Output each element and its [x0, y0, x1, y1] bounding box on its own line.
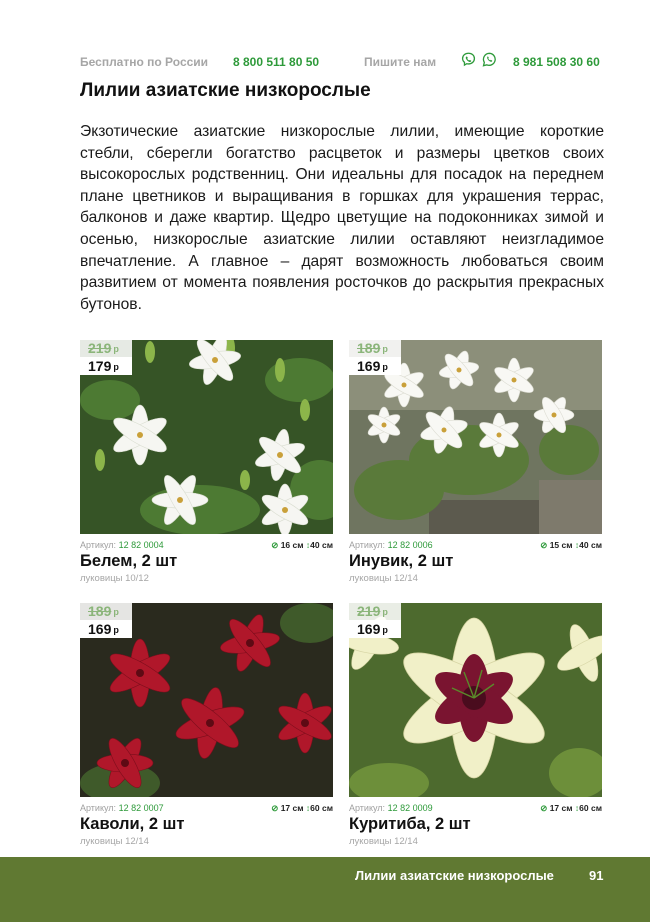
- article-label: Артикул:: [349, 540, 386, 550]
- article-label: Артикул:: [80, 540, 117, 550]
- intro-paragraph: Экзотические азиатские низкорослые лилии, имеющие короткие стебли, сберегли богатство расцветок и размеры цветков своих высокорослых родственниц. Они идеальны для посадок на переднем плане цветников и выращивания в горшках для украшения террас, балконов и даже квартир. Щедро цветущие на подоконниках зимой и осенью, низкорослые азиатские лилии оставляют неизгладимое впечатление. А главное – дарят возможность любоваться своим развитием от момента появления росточков до раскрытия прекрасных бутонов.: [80, 123, 604, 313]
- bulb-size: луковицы 10/12: [80, 573, 149, 584]
- diameter-icon: ⊘: [540, 540, 548, 550]
- product-photo: [80, 603, 333, 797]
- product-name[interactable]: Инувик, 2 шт: [349, 552, 454, 570]
- product-card[interactable]: [80, 603, 333, 847]
- article-number: 12 82 0004: [118, 540, 164, 550]
- page-number: 91: [589, 868, 604, 883]
- old-price: 189 р: [80, 603, 132, 620]
- new-price: 169 р: [349, 620, 401, 638]
- product-card[interactable]: [80, 340, 333, 584]
- product-dimensions: ⊘ 16 см ↕40 см: [271, 540, 333, 550]
- article-label: Артикул:: [80, 803, 117, 813]
- height-icon: ↕: [574, 540, 580, 550]
- product-meta: [80, 540, 333, 552]
- product-photo: [349, 340, 602, 534]
- write-phone-number[interactable]: 8 981 508 30 60: [513, 55, 600, 69]
- product-dimensions: ⊘ 17 см ↕60 см: [540, 803, 602, 813]
- old-price: 219 р: [349, 603, 401, 620]
- whatsapp-icon[interactable]: [482, 52, 497, 67]
- product-name[interactable]: Каволи, 2 шт: [80, 815, 185, 833]
- page-title: Лилии азиатские низкорослые: [80, 80, 371, 101]
- diameter-icon: ⊘: [271, 803, 279, 813]
- free-phone-number[interactable]: 8 800 511 80 50: [233, 55, 320, 69]
- bulb-size: луковицы 12/14: [349, 573, 418, 584]
- product-card[interactable]: [349, 603, 602, 847]
- old-price: 189 р: [349, 340, 401, 357]
- new-price: 169 р: [80, 620, 132, 638]
- diameter-icon: ⊘: [540, 803, 548, 813]
- article-number: 12 82 0007: [118, 803, 164, 813]
- article-number: 12 82 0006: [387, 540, 433, 550]
- product-dimensions: ⊘ 15 см ↕40 см: [540, 540, 602, 550]
- product-photo: [80, 340, 333, 534]
- product-dimensions: ⊘ 17 см ↕60 см: [271, 803, 333, 813]
- article-label: Артикул:: [349, 803, 386, 813]
- old-price: 219 р: [80, 340, 132, 357]
- diameter-icon: ⊘: [271, 540, 279, 550]
- product-meta: [349, 803, 602, 815]
- product-photo: [349, 603, 602, 797]
- height-icon: ↕: [574, 803, 580, 813]
- footer-section-title: Лилии азиатские низкорослые: [355, 868, 554, 883]
- viber-icon[interactable]: [461, 52, 476, 67]
- write-us-label: Пишите нам: [364, 55, 437, 69]
- height-icon: ↕: [305, 803, 311, 813]
- bulb-size: луковицы 12/14: [349, 836, 418, 847]
- new-price: 169 р: [349, 357, 401, 375]
- height-icon: ↕: [305, 540, 311, 550]
- free-call-label: Бесплатно по России: [80, 55, 209, 69]
- product-name[interactable]: Белем, 2 шт: [80, 552, 178, 570]
- bulb-size: луковицы 12/14: [80, 836, 149, 847]
- contact-bar: [80, 52, 602, 72]
- product-card[interactable]: [349, 340, 602, 584]
- page-footer: [0, 857, 650, 922]
- product-meta: [349, 540, 602, 552]
- product-meta: [80, 803, 333, 815]
- new-price: 179 р: [80, 357, 132, 375]
- product-name[interactable]: Куритиба, 2 шт: [349, 815, 471, 833]
- article-number: 12 82 0009: [387, 803, 433, 813]
